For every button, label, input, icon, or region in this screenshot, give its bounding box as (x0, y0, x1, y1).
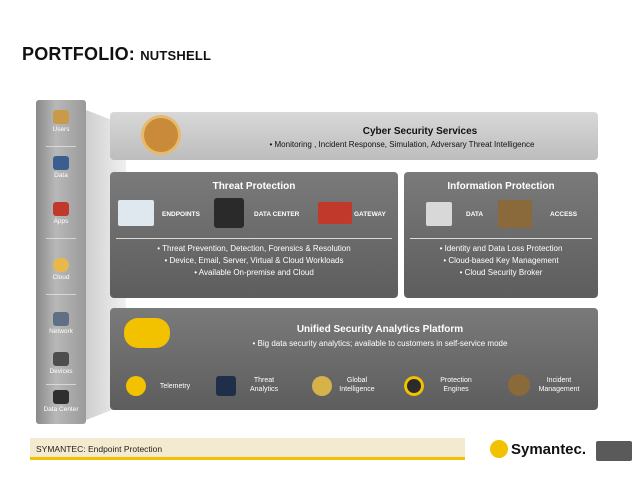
strip-item-users[interactable] (36, 110, 86, 133)
data-icon (53, 156, 69, 170)
endpoints-icon (118, 200, 154, 226)
threat-bullet: • Threat Prevention, Detection, Forensics & Resolution (157, 244, 351, 253)
title-sub: NUTSHELL (140, 48, 212, 63)
analytics-platform-panel (110, 308, 598, 410)
info-bullet: • Cloud Security Broker (459, 268, 543, 277)
strip-item-cloud[interactable] (36, 258, 86, 281)
cyber-services-panel (110, 112, 598, 160)
incident-management-label (528, 376, 590, 394)
strip-item-data-center[interactable] (36, 390, 86, 413)
globe-icon (312, 376, 332, 396)
threat-analytics-line2: Analytics (249, 386, 278, 393)
analytics-title: Unified Security Analytics Platform (296, 324, 464, 335)
protection-shield-icon (404, 376, 424, 396)
strip-label: Devices (49, 368, 73, 375)
devices-icon (53, 352, 69, 366)
threat-analytics-icon (216, 376, 236, 396)
strip-item-data[interactable] (36, 156, 86, 179)
global-intelligence-line1: Global (346, 377, 368, 384)
gateway-label: GATEWAY (354, 211, 386, 218)
cloud-icon (53, 258, 69, 272)
threat-analytics-line1: Threat (253, 377, 275, 384)
strip-divider (46, 294, 76, 295)
strip-item-apps[interactable] (36, 202, 86, 225)
info-divider (410, 238, 592, 239)
incident-management-line2: Management (538, 386, 580, 393)
threat-protection-panel (110, 172, 398, 298)
analyst-icon (144, 118, 178, 152)
page-title (22, 44, 211, 65)
logo-text: Symantec. (511, 440, 587, 458)
access-label: ACCESS (550, 211, 578, 218)
telemetry-label: Telemetry (159, 383, 191, 390)
access-desk-icon (498, 200, 532, 228)
title-main: PORTFOLIO: (22, 44, 135, 64)
cyber-services-bullet: • Monitoring , Incident Response, Simulation, Adversary Threat Intelligence (269, 140, 535, 149)
layer-strip (36, 100, 86, 424)
data-center-label: DATA CENTER (254, 211, 300, 218)
data-center-icon (214, 198, 244, 228)
info-bullet: • Identity and Data Loss Protection (439, 244, 563, 253)
strip-divider (46, 238, 76, 239)
telemetry-icon (126, 376, 146, 396)
information-protection-panel (404, 172, 598, 298)
threat-bullet: • Device, Email, Server, Virtual & Cloud Workloads (164, 256, 344, 265)
threat-bullet: • Available On-premise and Cloud (194, 268, 314, 277)
strip-item-network[interactable] (36, 312, 86, 335)
cyber-services-title: Cyber Security Services (362, 126, 478, 137)
information-protection-title: Information Protection (447, 181, 555, 192)
strip-label: Users (52, 126, 70, 133)
footer-bar (30, 438, 465, 460)
footer-text: SYMANTEC: Endpoint Protection (36, 444, 163, 454)
checkmark-icon (490, 440, 508, 458)
analytics-bullet: • Big data security analytics; available to customers in self-service mode (252, 339, 508, 348)
info-bullet: • Cloud-based Key Management (443, 256, 559, 265)
network-icon (53, 312, 69, 326)
analytics-cloud-icon (124, 318, 170, 348)
strip-divider (46, 146, 76, 147)
data-lock-icon (426, 202, 452, 226)
strip-item-devices[interactable] (36, 352, 86, 375)
protection-engines-line1: Protection (440, 377, 472, 384)
strip-label: Apps (53, 218, 69, 225)
protection-engines-line2: Engines (443, 386, 469, 393)
threat-protection-title: Threat Protection (212, 181, 296, 192)
global-intelligence-line2: Intelligence (339, 386, 375, 393)
strip-divider (46, 384, 76, 385)
threat-divider (116, 238, 392, 239)
strip-label: Network (49, 328, 73, 335)
threat-analytics-label (238, 376, 290, 394)
incident-manager-icon (508, 374, 530, 396)
symantec-logo (490, 440, 586, 458)
users-icon (53, 110, 69, 124)
data-center-icon (53, 390, 69, 404)
strip-label: Cloud (52, 274, 70, 281)
data-label: DATA (466, 211, 484, 218)
strip-label: Data Center (43, 406, 79, 413)
incident-management-line1: Incident (546, 377, 572, 384)
apps-icon (53, 202, 69, 216)
protection-engines-label (428, 376, 484, 394)
gateway-firewall-icon (318, 202, 352, 224)
global-intelligence-label (330, 376, 384, 394)
corner-block (596, 441, 632, 461)
endpoints-label: ENDPOINTS (162, 211, 200, 218)
strip-label: Data (54, 172, 68, 179)
